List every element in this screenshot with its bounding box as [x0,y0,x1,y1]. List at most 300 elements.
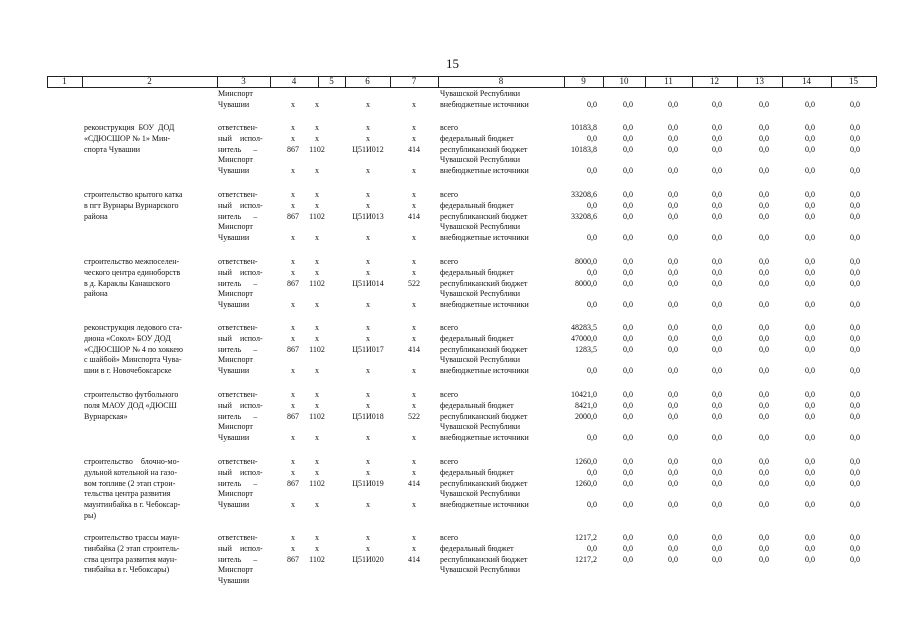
value-zero: 0,0 [805,123,815,132]
value-zero: 0,0 [759,323,769,332]
value-col9: 0,0 [587,166,597,176]
code-x: х [315,533,319,542]
expense-type-code: 414 [408,344,420,354]
value-zero: 0,0 [850,390,860,399]
value-zero: 0,0 [668,457,678,466]
section-code: 1102 [309,478,325,488]
value-zero: 0,0 [850,400,860,410]
value-zero: 0,0 [668,554,678,564]
code-x: х [291,267,295,277]
value-zero: 0,0 [668,344,678,354]
value-zero: 0,0 [805,366,815,376]
value-zero: 0,0 [668,333,678,343]
value-zero: 0,0 [712,233,722,243]
value-zero: 0,0 [712,500,722,510]
ministry-code: 867 [287,211,299,221]
responsible-label: ответствен- [218,123,258,132]
value-zero: 0,0 [850,457,860,466]
column-number: 2 [147,76,152,86]
value-zero: 0,0 [668,543,678,553]
value-zero: 0,0 [668,467,678,477]
ministry-code: 867 [287,144,299,154]
value-zero: 0,0 [623,366,633,376]
responsible-label: ный испол- [218,400,263,410]
code-x: х [412,99,416,109]
value-zero: 0,0 [850,366,860,376]
code-x: х [412,267,416,277]
responsible-label: Чувашии [218,366,250,376]
value-zero: 0,0 [712,133,722,143]
value-col9: 33208,6 [571,211,597,221]
value-zero: 0,0 [712,267,722,277]
code-x: х [412,257,416,266]
measure-name-line: поля МАОУ ДОД «ДЮСШ [84,400,177,410]
code-x: х [366,457,370,466]
funding-source: внебюджетные источники [440,99,529,109]
code-x: х [315,500,319,510]
responsible-label: Минспорт [218,565,253,575]
value-col9: 0,0 [587,543,597,553]
value-zero: 0,0 [759,99,769,109]
responsible-label: нитель – [218,278,258,288]
value-zero: 0,0 [623,533,633,542]
value-col9: 0,0 [587,500,597,510]
column-number: 15 [849,76,858,86]
code-x: х [366,123,370,132]
code-x: х [366,366,370,376]
responsible-label: ный испол- [218,543,263,553]
code-x: х [412,467,416,477]
expense-type-code: 414 [408,554,420,564]
value-zero: 0,0 [623,500,633,510]
measure-name-line: строительство блочно-мо- [84,457,180,466]
column-number: 8 [498,76,504,86]
value-col9: 33208,6 [571,190,597,199]
funding-source: Чувашской Республики [440,489,521,499]
code-x: х [366,400,370,410]
value-zero: 0,0 [850,500,860,510]
value-zero: 0,0 [759,433,769,443]
funding-source: всего [440,123,459,132]
measure-name-line: тельства центра развития [84,489,171,499]
expense-type-code: 522 [408,278,420,288]
section-code: 1102 [309,554,325,564]
code-x: х [291,99,295,109]
funding-source: внебюджетные источники [440,500,529,510]
ministry-code: 867 [287,554,299,564]
code-x: х [291,366,295,376]
code-x: х [412,543,416,553]
funding-source: республиканский бюджет [440,211,528,221]
header-bottom-rule [47,87,876,88]
funding-source: всего [440,190,459,199]
value-zero: 0,0 [623,233,633,243]
code-x: х [291,200,295,210]
funding-source: всего [440,457,459,466]
funding-source: Чувашской Республики [440,289,521,299]
value-zero: 0,0 [850,433,860,443]
value-zero: 0,0 [623,300,633,310]
code-x: х [366,267,370,277]
responsible-label: ный испол- [218,333,263,343]
value-zero: 0,0 [805,190,815,199]
value-zero: 0,0 [759,467,769,477]
value-zero: 0,0 [668,323,678,332]
measure-name-line: в пгт Вурнары Вурнарского [84,200,179,210]
value-zero: 0,0 [759,123,769,132]
value-zero: 0,0 [712,257,722,266]
funding-source: Чувашской Республики [440,422,521,432]
section-code: 1102 [309,211,325,221]
value-zero: 0,0 [668,133,678,143]
code-x: х [315,123,319,132]
value-zero: 0,0 [668,99,678,109]
value-zero: 0,0 [712,554,722,564]
value-zero: 0,0 [759,390,769,399]
measure-name-line: строительство межпоселен- [84,257,180,266]
code-x: х [291,400,295,410]
value-zero: 0,0 [805,543,815,553]
value-zero: 0,0 [759,500,769,510]
code-x: х [412,366,416,376]
code-x: х [291,467,295,477]
code-x: х [315,133,319,143]
value-zero: 0,0 [759,333,769,343]
code-x: х [315,233,319,243]
column-number: 5 [329,76,334,86]
value-zero: 0,0 [712,467,722,477]
value-zero: 0,0 [623,411,633,421]
ministry-code: 867 [287,344,299,354]
value-zero: 0,0 [623,400,633,410]
funding-source: республиканский бюджет [440,554,528,564]
funding-source: Чувашской Республики [440,565,521,575]
code-x: х [315,166,319,176]
value-zero: 0,0 [805,478,815,488]
responsible-label: ный испол- [218,133,263,143]
code-x: х [291,433,295,443]
funding-source: федеральный бюджет [440,467,514,477]
value-zero: 0,0 [668,478,678,488]
value-zero: 0,0 [623,144,633,154]
value-zero: 0,0 [759,300,769,310]
code-x: х [412,300,416,310]
column-number: 3 [241,76,246,86]
code-x: х [291,190,295,199]
value-zero: 0,0 [668,411,678,421]
funding-source: Чувашской Республики [440,155,521,165]
value-zero: 0,0 [850,233,860,243]
funding-source: Чувашской Республики [440,355,521,365]
value-zero: 0,0 [805,554,815,564]
value-zero: 0,0 [668,190,678,199]
code-x: х [412,323,416,332]
column-number: 9 [581,76,586,86]
value-zero: 0,0 [850,543,860,553]
section-code: 1102 [309,144,325,154]
value-zero: 0,0 [712,457,722,466]
value-zero: 0,0 [850,123,860,132]
value-zero: 0,0 [712,366,722,376]
value-zero: 0,0 [805,533,815,542]
column-number: 14 [802,76,811,86]
value-zero: 0,0 [850,267,860,277]
code-x: х [412,433,416,443]
responsible-label: ответствен- [218,190,258,199]
value-zero: 0,0 [850,211,860,221]
target-article-code: Ц51И014 [352,278,384,288]
value-zero: 0,0 [850,278,860,288]
value-zero: 0,0 [623,478,633,488]
measure-name-line: реконструкция БОУ ДОД [84,123,175,132]
value-zero: 0,0 [850,333,860,343]
code-x: х [315,333,319,343]
responsible-label: ответствен- [218,390,258,399]
code-x: х [315,323,319,332]
value-zero: 0,0 [668,144,678,154]
measure-name-line: спорта Чувашии [84,144,141,154]
value-col9: 0,0 [587,99,597,109]
responsible-label: ответствен- [218,323,258,332]
measure-name-line: шии в г. Новочебоксарске [84,366,172,376]
value-zero: 0,0 [668,257,678,266]
page-number: 15 [446,56,459,71]
value-zero: 0,0 [668,433,678,443]
funding-source: федеральный бюджет [440,543,514,553]
target-article-code: Ц51И018 [352,411,384,421]
value-zero: 0,0 [850,144,860,154]
value-zero: 0,0 [759,478,769,488]
code-x: х [412,500,416,510]
value-zero: 0,0 [668,211,678,221]
value-zero: 0,0 [623,99,633,109]
code-x: х [412,166,416,176]
code-x: х [315,433,319,443]
value-zero: 0,0 [759,267,769,277]
responsible-label: Минспорт [218,155,253,165]
value-zero: 0,0 [850,300,860,310]
value-zero: 0,0 [759,457,769,466]
measure-name-line: с шайбой» Минспорта Чува- [84,355,182,365]
header-column-separator [876,76,877,87]
value-zero: 0,0 [805,99,815,109]
responsible-label: Чувашии [218,99,250,109]
funding-source: федеральный бюджет [440,133,514,143]
responsible-label: Чувашии [218,500,250,510]
value-zero: 0,0 [668,300,678,310]
target-article-code: Ц51И019 [352,478,384,488]
value-col9: 0,0 [587,200,597,210]
value-zero: 0,0 [805,390,815,399]
value-zero: 0,0 [668,500,678,510]
value-zero: 0,0 [759,366,769,376]
value-col9: 0,0 [587,300,597,310]
value-zero: 0,0 [623,433,633,443]
code-x: х [366,323,370,332]
measure-name-line: тинбайка (2 этап строитель- [84,543,180,553]
ministry-code: 867 [287,411,299,421]
measure-name-line: строительство футбольного [84,390,179,399]
measure-name-line: строительство трассы маун- [84,533,180,542]
code-x: х [366,333,370,343]
measure-name-line: строительство крытого катка [84,190,183,199]
measure-name-line: ры) [84,511,97,520]
value-zero: 0,0 [668,166,678,176]
value-zero: 0,0 [805,144,815,154]
value-zero: 0,0 [805,257,815,266]
measure-name-line: ческого центра единоборств [84,267,181,277]
value-zero: 0,0 [623,166,633,176]
value-zero: 0,0 [623,344,633,354]
column-number: 1 [62,76,67,86]
code-x: х [291,133,295,143]
value-col9: 0,0 [587,233,597,243]
code-x: х [412,233,416,243]
value-col9: 1217,2 [575,533,597,542]
value-col9: 8000,0 [575,278,597,288]
responsible-label: Минспорт [218,89,253,98]
value-col9: 10183,8 [571,123,597,132]
code-x: х [412,200,416,210]
value-zero: 0,0 [623,190,633,199]
code-x: х [315,190,319,199]
measure-name-line: района [84,289,108,299]
code-x: х [412,190,416,199]
responsible-label: нитель – [218,144,258,154]
funding-source: республиканский бюджет [440,478,528,488]
responsible-label: ответствен- [218,257,258,266]
value-zero: 0,0 [805,211,815,221]
funding-source: республиканский бюджет [440,411,528,421]
responsible-label: нитель – [218,554,258,564]
value-zero: 0,0 [759,144,769,154]
measure-name-line: тинбайка в г. Чебоксары) [84,565,170,575]
measure-name-line: маунтинбайка в г. Чебоксар- [84,500,181,510]
expense-type-code: 414 [408,211,420,221]
expense-type-code: 414 [408,144,420,154]
value-zero: 0,0 [668,390,678,399]
responsible-label: Минспорт [218,289,253,299]
column-number: 6 [365,76,370,86]
funding-source: федеральный бюджет [440,200,514,210]
code-x: х [366,300,370,310]
code-x: х [291,390,295,399]
code-x: х [366,433,370,443]
value-zero: 0,0 [623,543,633,553]
code-x: х [412,333,416,343]
value-zero: 0,0 [850,166,860,176]
value-zero: 0,0 [850,200,860,210]
value-zero: 0,0 [850,478,860,488]
code-x: х [315,366,319,376]
value-zero: 0,0 [850,344,860,354]
code-x: х [412,533,416,542]
value-col9: 1217,2 [575,554,597,564]
value-zero: 0,0 [759,533,769,542]
code-x: х [366,543,370,553]
value-zero: 0,0 [712,390,722,399]
code-x: х [366,99,370,109]
ministry-code: 867 [287,478,299,488]
value-col9: 48283,5 [571,323,597,332]
funding-source: внебюджетные источники [440,233,529,243]
code-x: х [412,390,416,399]
funding-source: федеральный бюджет [440,333,514,343]
value-zero: 0,0 [805,166,815,176]
code-x: х [291,533,295,542]
value-col9: 8000,0 [575,257,597,266]
value-zero: 0,0 [805,344,815,354]
value-zero: 0,0 [759,554,769,564]
value-zero: 0,0 [850,190,860,199]
code-x: х [366,133,370,143]
measure-name-line: Вурнарская» [84,411,128,421]
responsible-label: ответствен- [218,533,258,542]
responsible-label: Чувашии [218,166,250,176]
funding-source: республиканский бюджет [440,344,528,354]
responsible-label: ответствен- [218,457,258,466]
value-zero: 0,0 [623,457,633,466]
code-x: х [315,99,319,109]
value-zero: 0,0 [805,267,815,277]
value-zero: 0,0 [712,433,722,443]
value-zero: 0,0 [805,457,815,466]
value-zero: 0,0 [712,400,722,410]
value-zero: 0,0 [712,200,722,210]
column-number: 4 [291,76,297,86]
value-zero: 0,0 [759,411,769,421]
value-zero: 0,0 [623,333,633,343]
value-zero: 0,0 [668,233,678,243]
value-zero: 0,0 [668,200,678,210]
measure-name-line: в д. Караклы Канашского [84,278,171,288]
code-x: х [366,233,370,243]
value-zero: 0,0 [668,278,678,288]
responsible-label: ный испол- [218,467,263,477]
value-col9: 10183,8 [571,144,597,154]
value-col9: 0,0 [587,433,597,443]
code-x: х [315,457,319,466]
expense-type-code: 414 [408,478,420,488]
code-x: х [315,400,319,410]
responsible-label: нитель – [218,211,258,221]
value-zero: 0,0 [805,467,815,477]
value-zero: 0,0 [759,233,769,243]
responsible-label: Минспорт [218,355,253,365]
code-x: х [315,467,319,477]
measure-name-line: вом топливе (2 этап строи- [84,478,176,488]
funding-source: Чувашской Республики [440,222,521,232]
value-zero: 0,0 [850,257,860,266]
value-zero: 0,0 [623,278,633,288]
value-zero: 0,0 [759,344,769,354]
value-zero: 0,0 [759,166,769,176]
value-col9: 1283,5 [575,344,597,354]
value-zero: 0,0 [850,411,860,421]
responsible-label: ный испол- [218,267,263,277]
code-x: х [412,123,416,132]
code-x: х [291,300,295,310]
column-number: 12 [710,76,719,86]
value-zero: 0,0 [712,543,722,553]
responsible-label: Чувашии [218,433,250,443]
value-zero: 0,0 [850,99,860,109]
section-code: 1102 [309,411,325,421]
code-x: х [291,457,295,466]
value-zero: 0,0 [805,300,815,310]
value-zero: 0,0 [805,133,815,143]
value-col9: 8421,0 [575,400,597,410]
